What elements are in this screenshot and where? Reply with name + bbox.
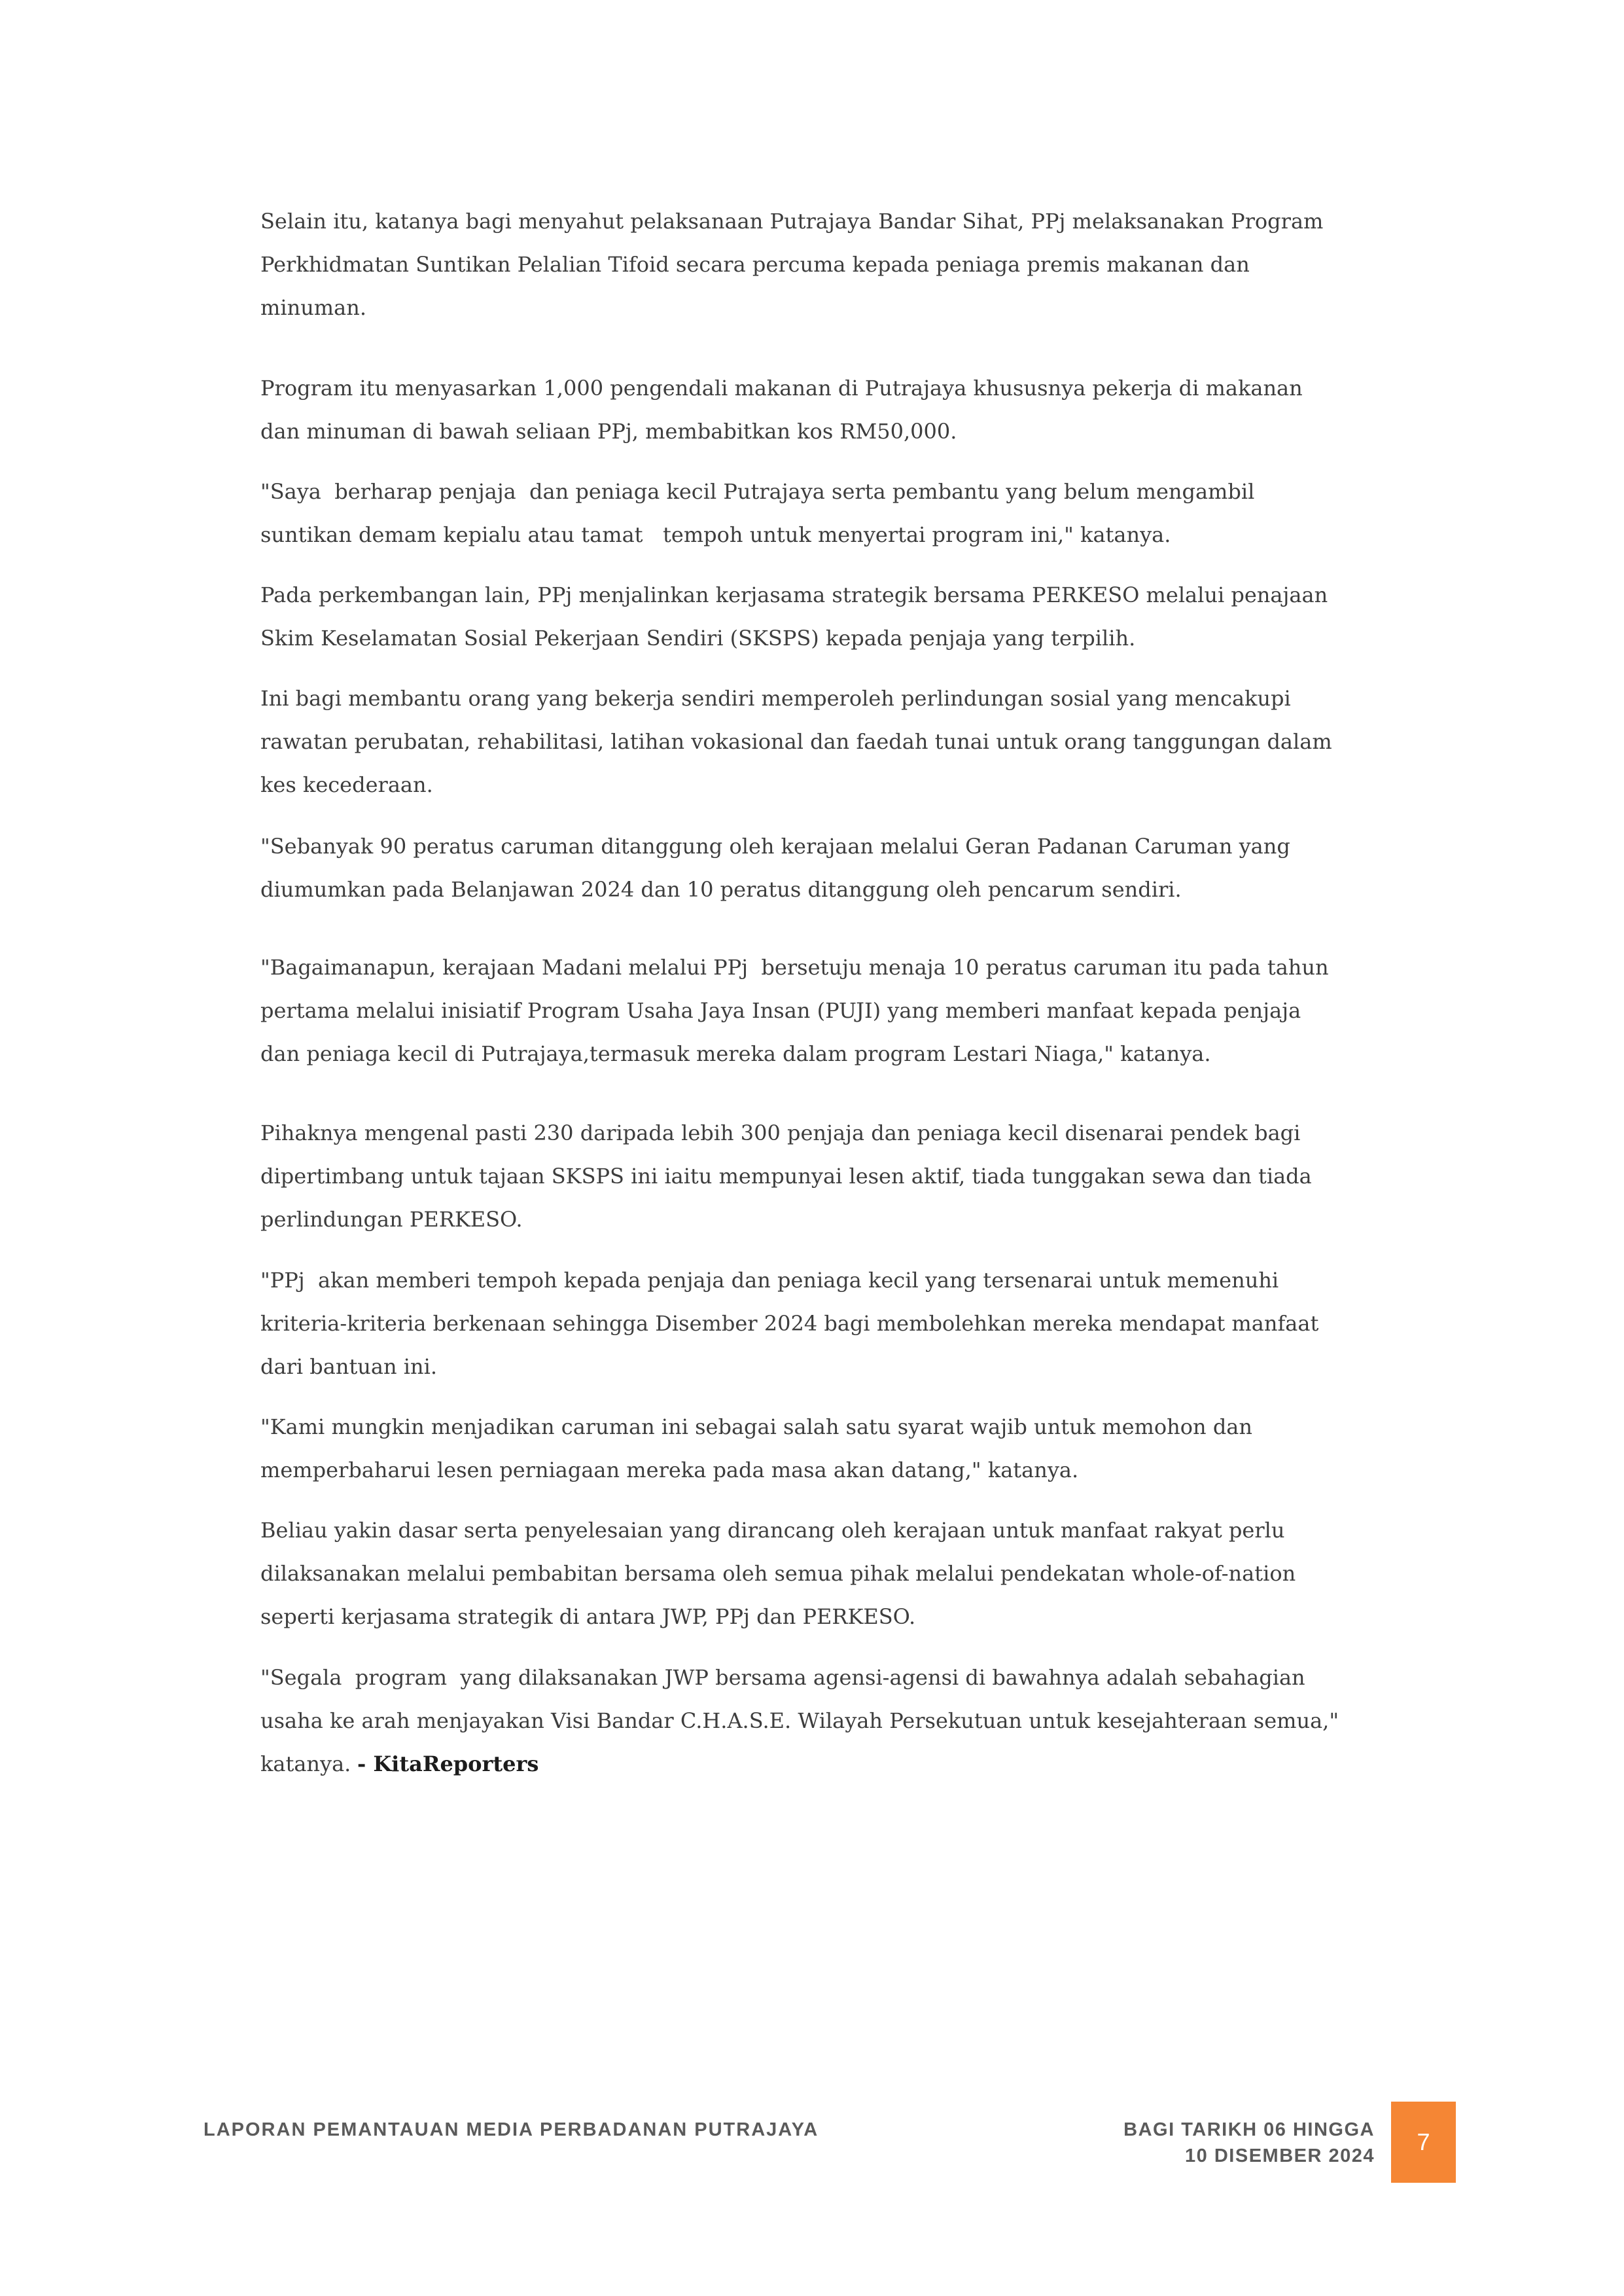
paragraph-line: diumumkan pada Belanjawan 2024 dan 10 peratus ditanggung oleh pencarum sendiri. <box>260 877 1182 902</box>
paragraph-line: dan peniaga kecil di Putrajaya,termasuk mereka dalam program Lestari Niaga," katanya. <box>260 1041 1211 1066</box>
paragraph-line: dan minuman di bawah seliaan PPj, membabitkan kos RM50,000. <box>260 419 957 444</box>
paragraph-line: Pihaknya mengenal pasti 230 daripada lebih 300 penjaja dan peniaga kecil disenarai pendek bagi <box>260 1121 1301 1145</box>
paragraph-line: Pada perkembangan lain, PPj menjalinkan kerjasama strategik bersama PERKESO melalui penajaan <box>260 583 1328 607</box>
paragraph-line: suntikan demam kepialu atau tamat tempoh untuk menyertai program ini," katanya. <box>260 522 1171 547</box>
footer-date-line-2: 10 DISEMBER 2024 <box>1185 2145 1375 2166</box>
paragraph-line: Selain itu, katanya bagi menyahut pelaksanaan Putrajaya Bandar Sihat, PPj melaksanakan Program <box>260 209 1324 234</box>
closing-line <box>260 1742 1504 1785</box>
paragraph-line: "Saya berharap penjaja dan peniaga kecil Putrajaya serta pembantu yang belum mengambil <box>260 479 1255 504</box>
paragraph-line: "Segala program yang dilaksanakan JWP bersama agensi-agensi di bawahnya adalah sebahagian <box>260 1665 1305 1690</box>
paragraph-line: "PPj akan memberi tempoh kepada penjaja dan peniaga kecil yang tersenarai untuk memenuhi <box>260 1268 1279 1293</box>
paragraph-line: dari bantuan ini. <box>260 1354 438 1379</box>
closing-text: katanya. <box>260 1751 351 1776</box>
page-number: 7 <box>1417 2128 1430 2155</box>
paragraph-line: perlindungan PERKESO. <box>260 1207 523 1232</box>
footer-date-line-1: BAGI TARIKH 06 HINGGA <box>1123 2119 1375 2140</box>
paragraph-line: Beliau yakin dasar serta penyelesaian yang dirancang oleh kerajaan untuk manfaat rakyat perlu <box>260 1518 1285 1543</box>
paragraph-line: Skim Keselamatan Sosial Pekerjaan Sendiri (SKSPS) kepada penjaja yang terpilih. <box>260 626 1136 651</box>
paragraph-12 <box>260 1656 1504 1785</box>
footer-date-range <box>1123 2117 1375 2169</box>
paragraph-line: kriteria-kriteria berkenaan sehingga Disember 2024 bagi membolehkan mereka mendapat manfaat <box>260 1311 1319 1336</box>
paragraph-3 <box>260 470 1504 556</box>
paragraph-line: pertama melalui inisiatif Program Usaha Jaya Insan (PUJI) yang memberi manfaat kepada penjaja <box>260 998 1301 1023</box>
byline: - KitaReporters <box>357 1751 539 1776</box>
paragraph-7 <box>260 946 1504 1075</box>
paragraph-9 <box>260 1259 1504 1388</box>
paragraph-line: dipertimbang untuk tajaan SKSPS ini iaitu mempunyai lesen aktif, tiada tunggakan sewa dan tiada <box>260 1164 1312 1189</box>
paragraph-line: seperti kerjasama strategik di antara JWP, PPj dan PERKESO. <box>260 1604 916 1629</box>
paragraph-line: minuman. <box>260 295 366 320</box>
page-number-badge <box>1391 2102 1456 2183</box>
paragraph-5 <box>260 677 1504 806</box>
paragraph-11 <box>260 1509 1504 1638</box>
paragraph-4 <box>260 573 1504 660</box>
paragraph-line: rawatan perubatan, rehabilitasi, latihan vokasional dan faedah tunai untuk orang tanggungan dalam <box>260 729 1332 754</box>
paragraph-line: Perkhidmatan Suntikan Pelalian Tifoid secara percuma kepada peniaga premis makanan dan <box>260 252 1250 277</box>
paragraph-line: memperbaharui lesen perniagaan mereka pada masa akan datang," katanya. <box>260 1458 1079 1482</box>
paragraph-line: "Bagaimanapun, kerajaan Madani melalui PPj bersetuju menaja 10 peratus caruman itu pada tahun <box>260 955 1329 980</box>
paragraph-2 <box>260 367 1504 453</box>
paragraph-8 <box>260 1111 1504 1241</box>
paragraph-line: kes kecederaan. <box>260 772 433 797</box>
paragraph-6 <box>260 825 1504 911</box>
paragraph-line: Ini bagi membantu orang yang bekerja sendiri memperoleh perlindungan sosial yang mencakupi <box>260 686 1291 711</box>
paragraph-line: Program itu menyasarkan 1,000 pengendali makanan di Putrajaya khususnya pekerja di makanan <box>260 376 1303 401</box>
paragraph-line: "Sebanyak 90 peratus caruman ditanggung oleh kerajaan melalui Geran Padanan Caruman yang <box>260 834 1290 859</box>
paragraph-line: usaha ke arah menjayakan Visi Bandar C.H.A.S.E. Wilayah Persekutuan untuk kesejahteraan semua," <box>260 1708 1339 1733</box>
footer-report-title: LAPORAN PEMANTAUAN MEDIA PERBADANAN PUTRAJAYA <box>203 2119 819 2140</box>
paragraph-1 <box>260 200 1504 329</box>
paragraph-10 <box>260 1405 1504 1492</box>
paragraph-line: "Kami mungkin menjadikan caruman ini sebagai salah satu syarat wajib untuk memohon dan <box>260 1414 1252 1439</box>
paragraph-line: dilaksanakan melalui pembabitan bersama oleh semua pihak melalui pendekatan whole-of-nation <box>260 1561 1296 1586</box>
